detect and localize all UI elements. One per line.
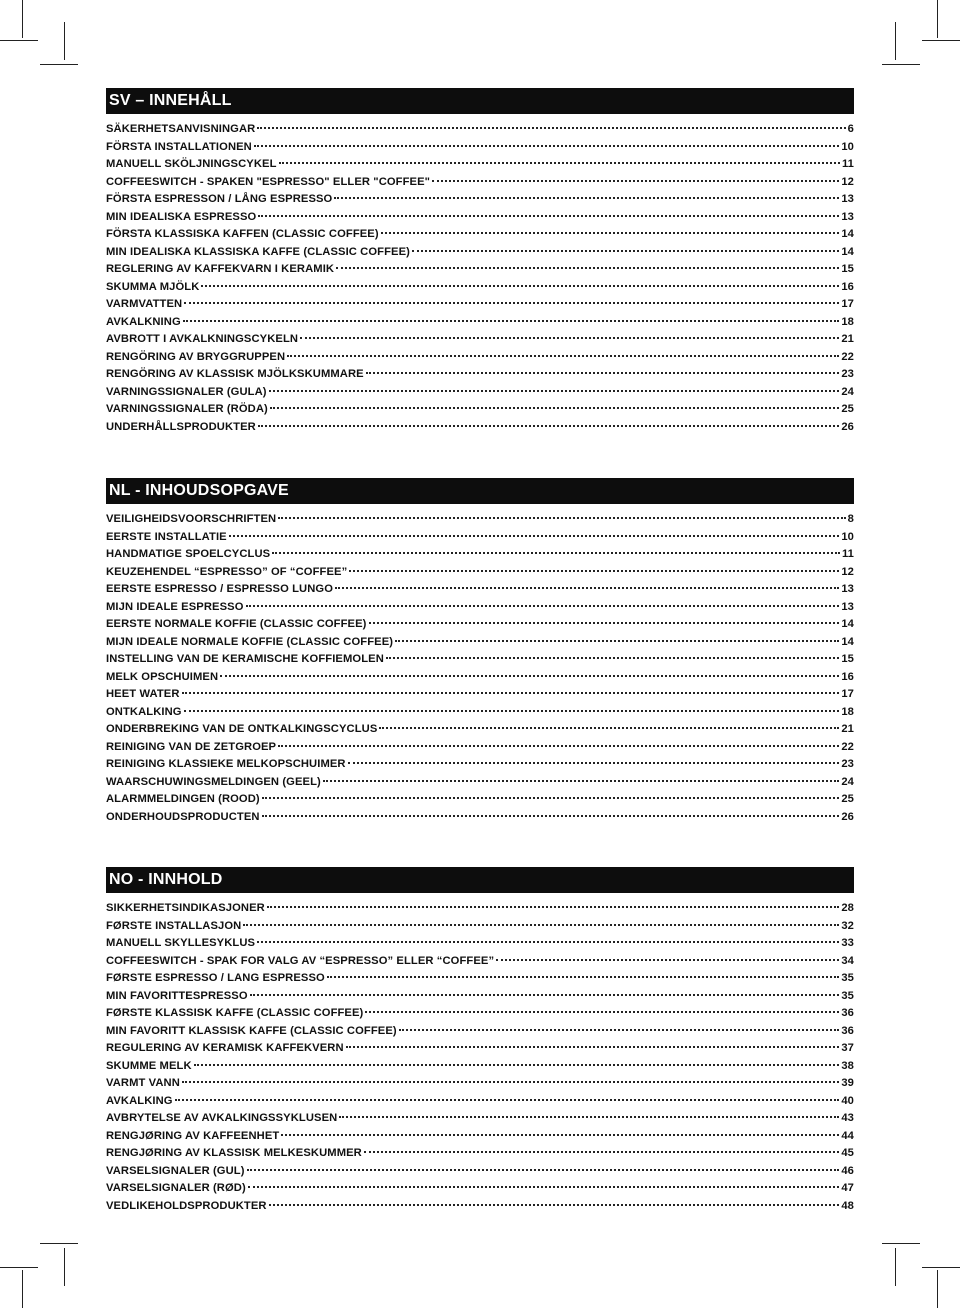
toc-entry[interactable] (106, 1147, 854, 1165)
dot-leader (348, 762, 840, 764)
toc-entry[interactable] (106, 176, 854, 194)
dot-leader (369, 622, 840, 624)
crop-mark (22, 0, 23, 38)
dot-leader (346, 1046, 840, 1048)
toc-entry-label: MELK OPSCHUIMEN (106, 670, 219, 683)
toc-entry[interactable] (106, 671, 854, 689)
dot-leader (364, 1151, 839, 1153)
toc-entry-page-number: 13 (841, 583, 854, 595)
toc-entry-page-number: 17 (841, 688, 854, 700)
toc-entry-label: MIJN IDEALE NORMALE KOFFIE (CLASSIC COFFEE) (106, 635, 394, 648)
toc-entry-page-number: 18 (841, 315, 854, 328)
toc-entry-label: VARSELSIGNALER (RØD) (106, 1182, 246, 1194)
dot-leader (381, 232, 840, 234)
toc-entry-label: COFFEESWITCH - SPAK FOR VALG AV “ESPRESSO” ELLER “COFFEE” (106, 954, 495, 967)
toc-entry-label: INSTELLING VAN DE KERAMISCHE KOFFIEMOLEN (106, 653, 384, 665)
toc-entry-label: AVKALKNING (106, 315, 181, 328)
toc-entry[interactable] (106, 902, 854, 920)
toc-entry-page-number: 28 (841, 902, 854, 914)
toc-entry[interactable] (106, 741, 854, 759)
toc-entry-label: SIKKERHETSINDIKASJONER (106, 902, 265, 914)
dot-leader (323, 780, 840, 782)
toc-entry-label: MIJN IDEALE ESPRESSO (106, 600, 244, 613)
toc-entry-label: ONTKALKING (106, 705, 182, 718)
toc-entry[interactable] (106, 1095, 854, 1113)
crop-mark (22, 1270, 23, 1308)
dot-leader (327, 976, 840, 978)
toc-entry[interactable] (106, 1060, 854, 1078)
crop-mark (922, 1267, 960, 1268)
toc-entry[interactable] (106, 333, 854, 351)
dot-leader (269, 1204, 840, 1206)
dot-leader (287, 355, 839, 357)
toc-entry[interactable] (106, 403, 854, 421)
dot-leader (412, 250, 839, 252)
toc-entry-page-number: 10 (841, 140, 854, 153)
toc-entry[interactable] (106, 548, 854, 566)
toc-entry-label: UNDERHÅLLSPRODUKTER (106, 420, 256, 433)
dot-leader (248, 1186, 840, 1188)
toc-entry-label: VEILIGHEIDSVOORSCHRIFTEN (106, 513, 277, 525)
crop-mark (882, 64, 920, 65)
toc-entry-page-number: 22 (841, 350, 854, 363)
toc-entry-page-number: 36 (841, 1024, 854, 1037)
section-title: SV – INNEHÅLL (106, 88, 854, 114)
toc-entry-page-number: 24 (841, 385, 854, 398)
dot-leader (334, 197, 839, 199)
dot-leader (247, 1169, 840, 1171)
toc-entry-page-number: 11 (841, 158, 854, 170)
toc-entry-page-number: 14 (841, 618, 854, 630)
toc-entry[interactable] (106, 298, 854, 316)
crop-mark (40, 64, 78, 65)
toc-entry-page-number: 14 (841, 228, 854, 240)
toc-entry-page-number: 11 (841, 548, 854, 560)
toc-entry[interactable] (106, 601, 854, 619)
toc-entry-label: HEET WATER (106, 688, 180, 700)
toc-entry-label: FÖRSTA KLASSISKA KAFFEN (CLASSIC COFFEE) (106, 228, 379, 240)
dot-leader (250, 994, 840, 996)
dot-leader (184, 710, 840, 712)
toc-entry-label: FÖRSTA ESPRESSON / LÅNG ESPRESSO (106, 193, 333, 205)
toc-entry-label: REINIGING KLASSIEKE MELKOPSCHUIMER (106, 758, 346, 770)
toc-entry-label: REINIGING VAN DE ZETGROEP (106, 740, 277, 753)
toc-entry-page-number: 26 (841, 420, 854, 433)
toc-entry-label: HANDMATIGE SPOELCYCLUS (106, 548, 271, 560)
toc-entry[interactable] (106, 990, 854, 1008)
dot-leader (300, 337, 839, 339)
toc-section-no (106, 867, 854, 1217)
toc-entry-page-number: 15 (841, 263, 854, 275)
dot-leader (220, 675, 839, 677)
crop-mark (895, 1248, 896, 1286)
dot-leader (258, 215, 839, 217)
toc-entry-page-number: 43 (841, 1112, 854, 1124)
toc-entry-page-number: 15 (841, 653, 854, 665)
dot-leader (262, 797, 840, 799)
toc-entry-label: VARNINGSSIGNALER (GULA) (106, 385, 267, 398)
dot-leader (366, 372, 840, 374)
toc-entry-page-number: 13 (841, 600, 854, 613)
toc-entry-label: MANUELL SKÖLJNINGSCYKEL (106, 158, 277, 170)
toc-entry-page-number: 8 (847, 513, 854, 525)
toc-entry[interactable] (106, 723, 854, 741)
dot-leader (339, 1116, 839, 1118)
toc-entry[interactable] (106, 1042, 854, 1060)
dot-leader (432, 180, 839, 182)
dot-leader (281, 1134, 839, 1136)
dot-leader (194, 1064, 840, 1066)
crop-mark (937, 0, 938, 38)
toc-entry-label: REGULERING AV KERAMISK KAFFEKVERN (106, 1042, 344, 1054)
toc-entry[interactable] (106, 920, 854, 938)
toc-entry[interactable] (106, 583, 854, 601)
toc-entry-page-number: 35 (841, 972, 854, 984)
dot-leader (279, 162, 840, 164)
toc-entry[interactable] (106, 141, 854, 159)
dot-leader (262, 815, 840, 817)
toc-entry-label: FØRSTE KLASSISK KAFFE (CLASSIC COFFEE) (106, 1007, 364, 1019)
dot-leader (278, 745, 839, 747)
toc-list (106, 123, 854, 438)
toc-entry[interactable] (106, 688, 854, 706)
toc-entry-label: ALARMMELDINGEN (ROOD) (106, 793, 260, 805)
toc-entry[interactable] (106, 955, 854, 973)
dot-leader (365, 1011, 839, 1013)
toc-entry-page-number: 6 (847, 123, 854, 135)
toc-entry-page-number: 13 (841, 210, 854, 223)
dot-leader (182, 1081, 839, 1083)
dot-leader (184, 302, 839, 304)
toc-entry-page-number: 23 (841, 368, 854, 380)
toc-entry-page-number: 14 (841, 245, 854, 258)
toc-entry-page-number: 22 (841, 740, 854, 753)
toc-entry[interactable] (106, 246, 854, 264)
toc-entry-page-number: 37 (841, 1042, 854, 1054)
toc-list (106, 902, 854, 1217)
toc-entry-label: MIN FAVORITTESPRESSO (106, 989, 248, 1002)
toc-entry-page-number: 39 (841, 1077, 854, 1089)
toc-entry-page-number: 26 (841, 810, 854, 823)
dot-leader (229, 535, 840, 537)
toc-entry-page-number: 23 (841, 758, 854, 770)
toc-entry-label: VARMT VANN (106, 1077, 180, 1089)
crop-mark (64, 1248, 65, 1286)
toc-entry-page-number: 36 (841, 1007, 854, 1019)
toc-entry-page-number: 18 (841, 705, 854, 718)
toc-entry-page-number: 25 (841, 403, 854, 415)
crop-mark (0, 1267, 38, 1268)
toc-entry-label: FÖRSTA INSTALLATIONEN (106, 140, 252, 153)
toc-entry-label: VARNINGSSIGNALER (RÖDA) (106, 403, 268, 415)
toc-entry-label: MIN IDEALISKA ESPRESSO (106, 210, 257, 223)
toc-entry[interactable] (106, 653, 854, 671)
crop-mark (937, 1270, 938, 1308)
toc-entry[interactable] (106, 706, 854, 724)
toc-entry-page-number: 46 (841, 1164, 854, 1177)
toc-entry[interactable] (106, 1130, 854, 1148)
toc-entry[interactable] (106, 1112, 854, 1130)
toc-entry-page-number: 34 (841, 954, 854, 967)
toc-entry[interactable] (106, 211, 854, 229)
toc-entry[interactable] (106, 1200, 854, 1218)
toc-list (106, 513, 854, 828)
crop-mark (64, 22, 65, 60)
dot-leader (175, 1099, 840, 1101)
toc-entry-page-number: 16 (841, 670, 854, 683)
dot-leader (246, 605, 840, 607)
section-title: NO - INNHOLD (106, 867, 854, 893)
toc-entry[interactable] (106, 811, 854, 829)
toc-entry-page-number: 10 (841, 530, 854, 543)
toc-entry[interactable] (106, 972, 854, 990)
dot-leader (182, 692, 840, 694)
toc-entry-label: MIN IDEALISKA KLASSISKA KAFFE (CLASSIC COFFEE) (106, 245, 410, 258)
dot-leader (336, 267, 839, 269)
toc-entry-label: EERSTE INSTALLATIE (106, 530, 227, 543)
toc-entry-page-number: 33 (841, 937, 854, 949)
crop-mark (882, 1243, 920, 1244)
toc-entry-label: FØRSTE ESPRESSO / LANG ESPRESSO (106, 972, 325, 984)
dot-leader (399, 1029, 840, 1031)
toc-section-sv (106, 88, 854, 438)
toc-entry-page-number: 21 (841, 333, 854, 345)
toc-entry[interactable] (106, 281, 854, 299)
crop-mark (40, 1243, 78, 1244)
toc-entry-label: MANUELL SKYLLESYKLUS (106, 937, 256, 949)
toc-entry-page-number: 16 (841, 280, 854, 293)
toc-entry[interactable] (106, 228, 854, 246)
toc-entry-label: AVBROTT I AVKALKNINGSCYKELN (106, 333, 299, 345)
toc-entry-label: VARSELSIGNALER (GUL) (106, 1164, 245, 1177)
crop-mark (922, 40, 960, 41)
toc-entry[interactable] (106, 758, 854, 776)
toc-entry[interactable] (106, 937, 854, 955)
toc-entry[interactable] (106, 618, 854, 636)
section-title: NL - INHOUDSOPGAVE (106, 478, 854, 504)
toc-entry[interactable] (106, 386, 854, 404)
toc-entry-label: SÄKERHETSANVISNINGAR (106, 123, 256, 135)
toc-entry-page-number: 40 (841, 1094, 854, 1107)
dot-leader (379, 727, 839, 729)
dot-leader (267, 906, 839, 908)
toc-entry[interactable] (106, 351, 854, 369)
dot-leader (395, 640, 839, 642)
toc-entry-label: RENGÖRING AV KLASSISK MJÖLKSKUMMARE (106, 368, 364, 380)
toc-entry-label: VEDLIKEHOLDSPRODUKTER (106, 1199, 267, 1212)
toc-entry-label: WAARSCHUWINGSMELDINGEN (GEEL) (106, 775, 321, 788)
dot-leader (183, 320, 840, 322)
dot-leader (349, 570, 839, 572)
toc-entry[interactable] (106, 1077, 854, 1095)
toc-entry-label: AVBRYTELSE AV AVKALKINGSSYKLUSEN (106, 1112, 338, 1124)
toc-entry-label: EERSTE NORMALE KOFFIE (CLASSIC COFFEE) (106, 618, 367, 630)
toc-entry[interactable] (106, 158, 854, 176)
toc-entry-label: VARMVATTEN (106, 298, 183, 310)
dot-leader (243, 924, 839, 926)
toc-entry-label: COFFEESWITCH - SPAKEN "ESPRESSO" ELLER "COFFEE" (106, 175, 431, 188)
toc-entry[interactable] (106, 421, 854, 439)
toc-entry-page-number: 44 (841, 1129, 854, 1142)
toc-entry[interactable] (106, 513, 854, 531)
toc-entry[interactable] (106, 193, 854, 211)
toc-entry[interactable] (106, 368, 854, 386)
toc-entry[interactable] (106, 1165, 854, 1183)
toc-entry-label: ONDERBREKING VAN DE ONTKALKINGSCYCLUS (106, 723, 378, 735)
dot-leader (254, 145, 839, 147)
toc-entry-page-number: 32 (841, 919, 854, 932)
toc-entry[interactable] (106, 566, 854, 584)
toc-entry[interactable] (106, 316, 854, 334)
dot-leader (257, 127, 845, 129)
toc-entry-page-number: 45 (841, 1147, 854, 1159)
toc-entry-page-number: 47 (841, 1182, 854, 1194)
toc-entry-page-number: 38 (841, 1059, 854, 1072)
dot-leader (201, 285, 839, 287)
dot-leader (496, 959, 839, 961)
toc-entry-page-number: 21 (841, 723, 854, 735)
toc-entry[interactable] (106, 1007, 854, 1025)
dot-leader (335, 587, 839, 589)
toc-entry-label: AVKALKING (106, 1094, 173, 1107)
toc-entry-page-number: 12 (841, 565, 854, 578)
toc-entry-page-number: 17 (841, 298, 854, 310)
toc-entry[interactable] (106, 636, 854, 654)
toc-entry-label: ONDERHOUDSPRODUCTEN (106, 810, 260, 823)
crop-mark (895, 22, 896, 60)
toc-entry-page-number: 12 (841, 175, 854, 188)
toc-entry-label: MIN FAVORITT KLASSISK KAFFE (CLASSIC COFFEE) (106, 1024, 397, 1037)
dot-leader (386, 657, 839, 659)
toc-entry[interactable] (106, 793, 854, 811)
toc-entry-label: RENGJØRING AV KAFFEENHET (106, 1129, 280, 1142)
dot-leader (257, 941, 839, 943)
dot-leader (269, 390, 840, 392)
crop-mark (0, 40, 38, 41)
toc-entry-label: KEUZEHENDEL “ESPRESSO” OF “COFFEE” (106, 565, 348, 578)
toc-entry-page-number: 48 (841, 1199, 854, 1212)
toc-entry-label: REGLERING AV KAFFEKVARN I KERAMIK (106, 263, 335, 275)
toc-entry-page-number: 25 (841, 793, 854, 805)
toc-entry-label: RENGÖRING AV BRYGGRUPPEN (106, 350, 286, 363)
toc-entry[interactable] (106, 263, 854, 281)
toc-entry[interactable] (106, 776, 854, 794)
dot-leader (278, 517, 845, 519)
dot-leader (258, 425, 840, 427)
toc-entry[interactable] (106, 531, 854, 549)
toc-entry-page-number: 13 (841, 193, 854, 205)
toc-entry[interactable] (106, 1182, 854, 1200)
toc-entry[interactable] (106, 1025, 854, 1043)
toc-entry-page-number: 24 (841, 775, 854, 788)
dot-leader (272, 552, 840, 554)
toc-entry-label: EERSTE ESPRESSO / ESPRESSO LUNGO (106, 583, 334, 595)
toc-entry-label: RENGJØRING AV KLASSISK MELKESKUMMER (106, 1147, 362, 1159)
toc-entry-page-number: 14 (841, 635, 854, 648)
toc-entry[interactable] (106, 123, 854, 141)
toc-entry-label: SKUMMA MJÖLK (106, 280, 200, 293)
toc-section-nl (106, 478, 854, 828)
toc-entry-label: SKUMME MELK (106, 1059, 192, 1072)
toc-entry-page-number: 35 (841, 989, 854, 1002)
dot-leader (270, 407, 840, 409)
toc-entry-label: FØRSTE INSTALLASJON (106, 919, 242, 932)
